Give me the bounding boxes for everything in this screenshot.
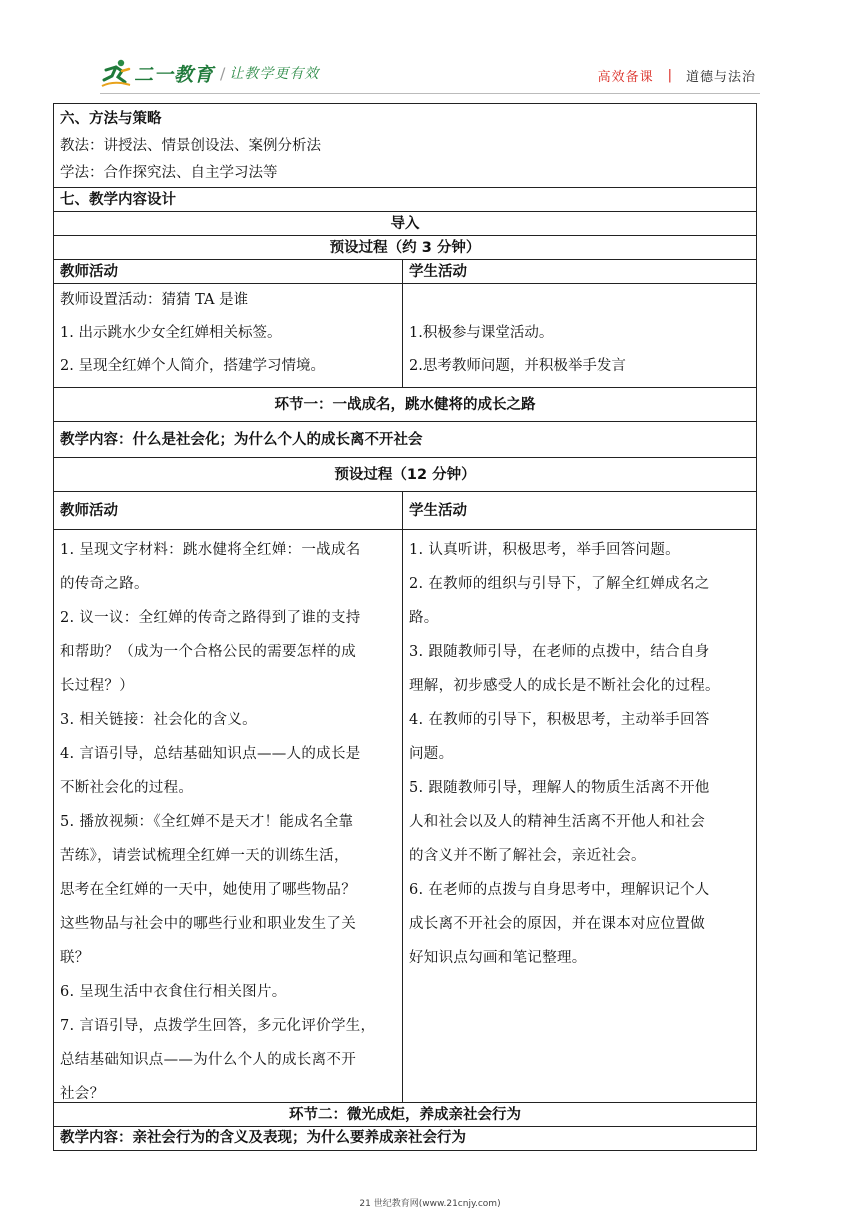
logo bbox=[100, 56, 319, 90]
intro-teacher-line: 教师设置活动：猜猜 TA 是谁 bbox=[60, 292, 249, 308]
link1-teacher-activities bbox=[54, 530, 403, 1102]
intro-student-line: 2.思考教师问题，并积极举手发言 bbox=[409, 358, 626, 374]
method-title: 六、方法与策略 bbox=[60, 111, 162, 127]
link1-activities bbox=[54, 530, 756, 1103]
student-line: 问题。 bbox=[409, 746, 454, 762]
header-tag-subject: 道德与法治 bbox=[685, 70, 756, 85]
intro-student-activities bbox=[403, 284, 756, 387]
runner-logo-icon bbox=[100, 58, 132, 88]
intro-activities bbox=[54, 284, 756, 388]
teacher-line: 1. 呈现文字材料：跳水健将全红婵：一战成名 bbox=[60, 542, 361, 558]
student-line: 4. 在教师的引导下，积极思考，主动举手回答 bbox=[409, 712, 710, 728]
teacher-line: 的传奇之路。 bbox=[60, 576, 149, 592]
student-line: 的含义并不断了解社会，亲近社会。 bbox=[409, 848, 646, 864]
student-line: 3. 跟随教师引导，在老师的点拨中，结合自身 bbox=[409, 644, 710, 660]
student-line: 1. 认真听讲，积极思考，举手回答问题。 bbox=[409, 542, 680, 558]
student-line: 好知识点勾画和笔记整理。 bbox=[409, 950, 587, 966]
learning-method: 学法：合作探究法、自主学习法等 bbox=[60, 165, 278, 181]
teacher-line: 5. 播放视频：《全红婵不是天才！能成名全靠 bbox=[60, 814, 354, 830]
link1-column-headers bbox=[54, 492, 756, 530]
intro-heading: 导入 bbox=[54, 212, 756, 236]
teacher-line: 2. 议一议：全红婵的传奇之路得到了谁的支持 bbox=[60, 610, 361, 626]
teacher-activity-header: 教师活动 bbox=[54, 492, 403, 529]
student-line: 人和社会以及人的精神生活离不开他人和社会 bbox=[409, 814, 705, 830]
logo-text: 二一教育 bbox=[134, 63, 215, 86]
link1-title: 环节一：一战成名，跳水健将的成长之路 bbox=[54, 388, 756, 422]
teacher-line: 苦练》，请尝试梳理全红婵一天的训练生活， bbox=[60, 848, 349, 864]
lesson-plan-table bbox=[53, 103, 757, 1151]
logo-slogan: 让教学更有效 bbox=[229, 66, 320, 82]
link2-title: 环节二：微光成炬，养成亲社会行为 bbox=[54, 1103, 756, 1127]
teacher-line: 6. 呈现生活中衣食住行相关图片。 bbox=[60, 984, 287, 1000]
intro-student-line: 1.积极参与课堂活动。 bbox=[409, 325, 554, 341]
teacher-line: 3. 相关链接：社会化的含义。 bbox=[60, 712, 257, 728]
intro-column-headers bbox=[54, 260, 756, 284]
student-line: 5. 跟随教师引导，理解人的物质生活离不开他 bbox=[409, 780, 710, 796]
student-line: 理解，初步感受人的成长是不断社会化的过程。 bbox=[409, 678, 720, 694]
student-line: 2. 在教师的组织与引导下，了解全红婵成名之 bbox=[409, 576, 710, 592]
link2-content: 教学内容：亲社会行为的含义及表现；为什么要养成亲社会行为 bbox=[60, 1130, 466, 1146]
intro-teacher-activities bbox=[54, 284, 403, 387]
student-activity-header: 学生活动 bbox=[409, 503, 467, 519]
teacher-line: 总结基础知识点——为什么个人的成长离不开 bbox=[60, 1052, 356, 1068]
header-divider bbox=[100, 93, 760, 94]
logo-divider: / bbox=[220, 63, 226, 83]
link1-preset: 预设过程（12 分钟） bbox=[54, 458, 756, 492]
student-line: 6. 在老师的点拨与自身思考中，理解识记个人 bbox=[409, 882, 710, 898]
page-footer: 21 世纪教育网(www.21cnjy.com) bbox=[359, 1199, 501, 1209]
intro-preset: 预设过程（约 3 分钟） bbox=[54, 236, 756, 260]
content-design-title: 七、教学内容设计 bbox=[54, 188, 756, 212]
teacher-line: 社会？ bbox=[60, 1086, 105, 1102]
header-tag-prep: 高效备课 bbox=[597, 70, 654, 85]
teacher-line: 7. 言语引导，点拨学生回答，多元化评价学生， bbox=[60, 1018, 376, 1034]
teacher-activity-header: 教师活动 bbox=[54, 260, 403, 283]
teacher-line: 思考在全红婵的一天中，她使用了哪些物品？ bbox=[60, 882, 356, 898]
teacher-line: 4. 言语引导，总结基础知识点——人的成长是 bbox=[60, 746, 361, 762]
teacher-line: 长过程？） bbox=[60, 678, 134, 694]
header-tags bbox=[598, 66, 756, 85]
teacher-line: 这些物品与社会中的哪些行业和职业发生了关 bbox=[60, 916, 356, 932]
intro-teacher-line: 2. 呈现全红婵个人简介，搭建学习情境。 bbox=[60, 358, 325, 374]
page-header bbox=[100, 52, 760, 94]
teacher-line: 不断社会化的过程。 bbox=[60, 780, 194, 796]
student-line: 成长离不开社会的原因，并在课本对应位置做 bbox=[409, 916, 705, 932]
intro-teacher-line: 1. 出示跳水少女全红婵相关标签。 bbox=[60, 325, 282, 341]
link1-student-activities bbox=[403, 530, 756, 1102]
student-activity-header: 学生活动 bbox=[409, 264, 467, 280]
link1-content: 教学内容：什么是社会化；为什么个人的成长离不开社会 bbox=[54, 422, 756, 458]
intro-student-line bbox=[409, 284, 750, 317]
method-section bbox=[54, 104, 756, 188]
header-separator: | bbox=[667, 68, 672, 83]
teacher-line: 联？ bbox=[60, 950, 90, 966]
student-line: 路。 bbox=[409, 610, 439, 626]
teaching-method: 教法：讲授法、情景创设法、案例分析法 bbox=[60, 138, 321, 154]
teacher-line: 和帮助？（成为一个合格公民的需要怎样的成 bbox=[60, 644, 356, 660]
